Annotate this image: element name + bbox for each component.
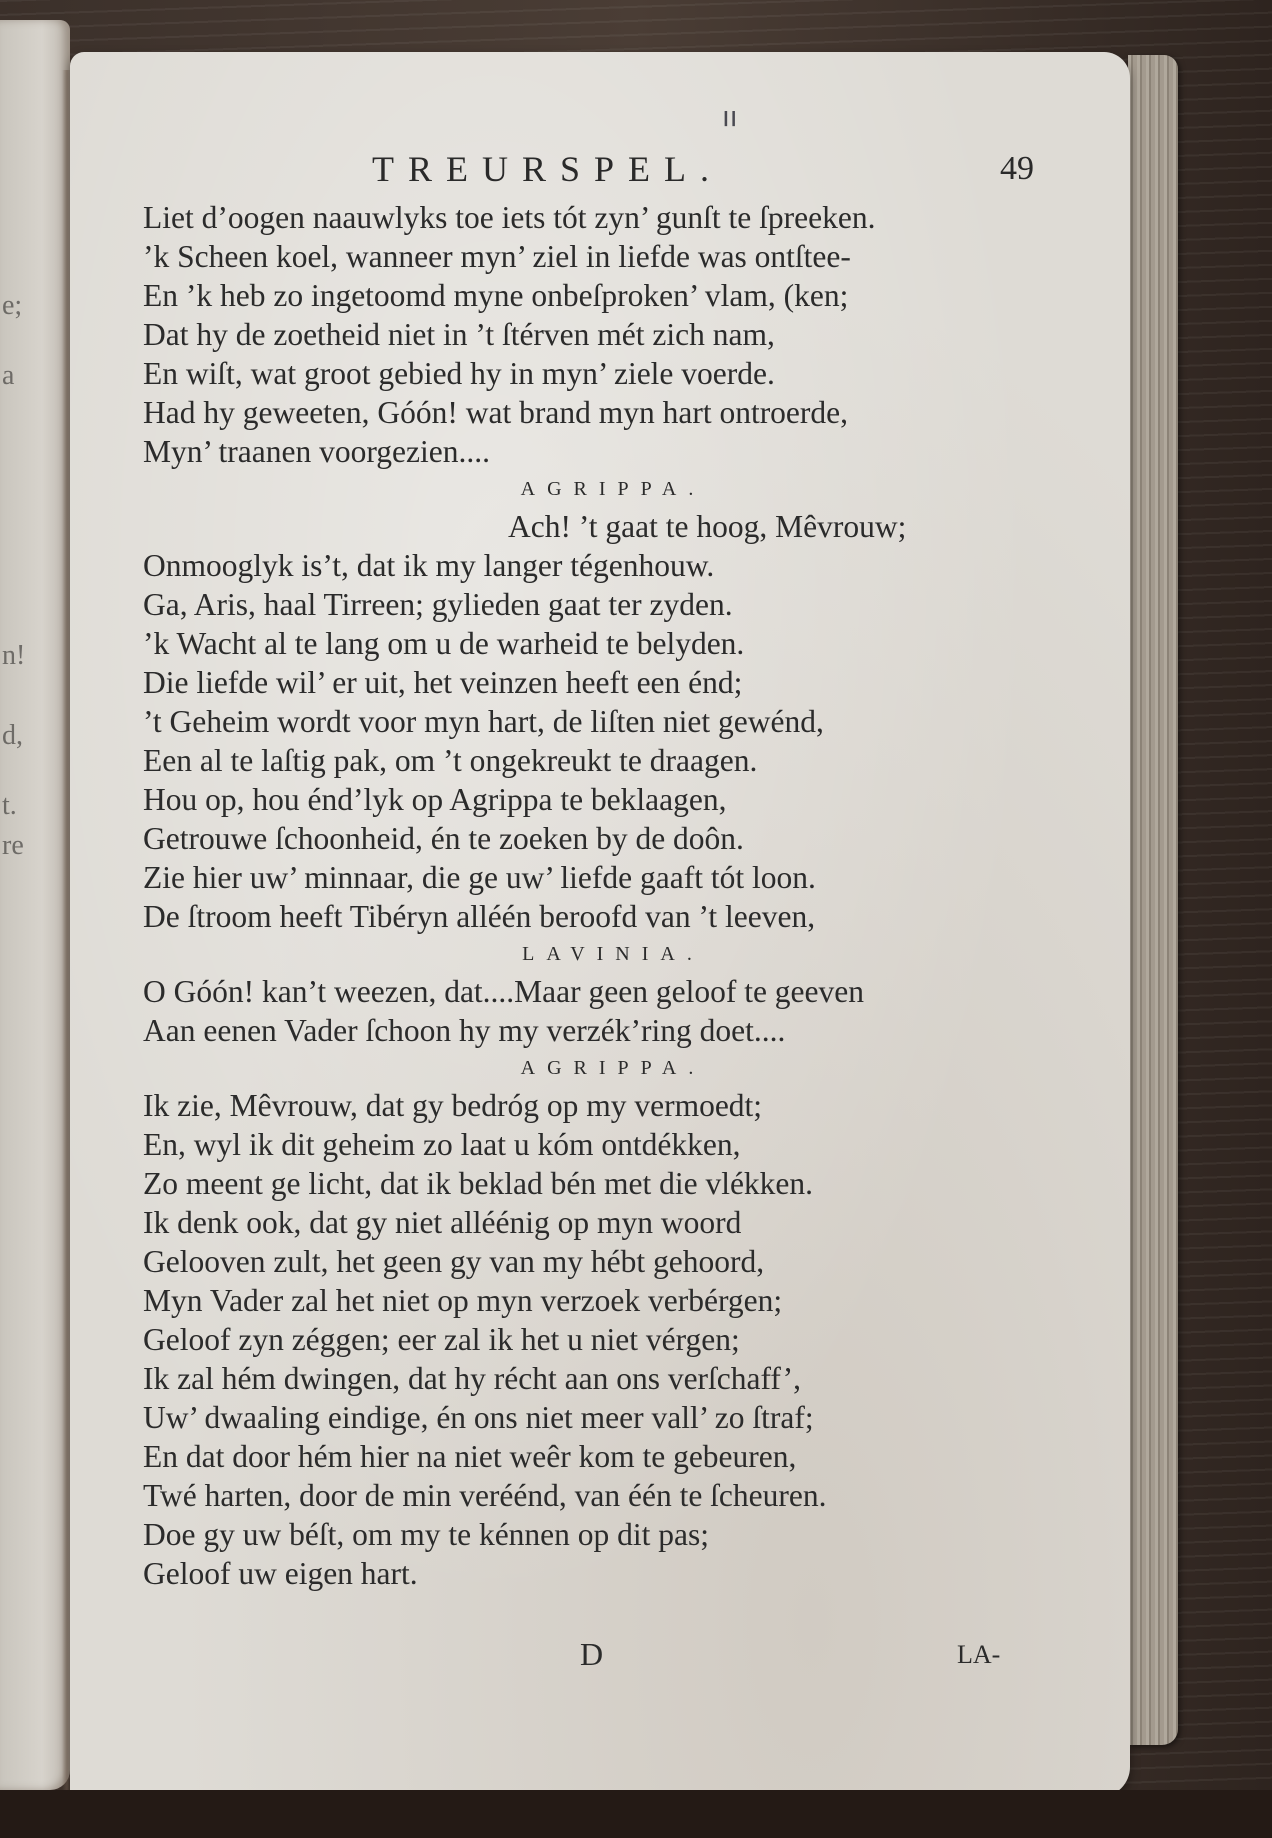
pencil-annotation: ıı	[722, 100, 738, 133]
page-number: 49	[1000, 150, 1034, 187]
verse-line: Ik zal hém dwingen, dat hy récht aan ons verſchaff’,	[143, 1361, 802, 1396]
margin-fragment: t.	[2, 790, 17, 821]
table-surface	[0, 1790, 1272, 1838]
verse-line: Aan eenen Vader ſchoon hy my verzék’ring doet....	[143, 1013, 786, 1048]
verse-line: En, wyl ik dit geheim zo laat u kóm ontdékken,	[143, 1127, 741, 1162]
margin-fragment: n!	[2, 640, 26, 671]
verse-line: En wiſt, wat groot gebied hy in myn’ ziele voerde.	[143, 356, 775, 391]
verse-line: En ’k heb zo ingetoomd myne onbeſproken’ vlam, (ken;	[143, 278, 849, 313]
verse-line: ’k Scheen koel, wanneer myn’ ziel in liefde was ontſtee-	[143, 239, 851, 274]
margin-fragment: a	[2, 360, 15, 391]
verse-line: Ik zie, Mêvrouw, dat gy bedróg op my vermoedt;	[143, 1088, 763, 1123]
verse-line: O Góón! kan’t weezen, dat....Maar geen geloof te geeven	[143, 974, 864, 1009]
verse-line: De ſtroom heeft Tibéryn alléén beroofd van ’t leeven,	[143, 899, 816, 934]
facing-left-page	[0, 20, 70, 1790]
verse-line: Een al te laſtig pak, om ’t ongekreukt te draagen.	[143, 743, 758, 778]
verse-line: Gelooven zult, het geen gy van my hébt gehoord,	[143, 1244, 765, 1279]
verse-line: Ach! ’t gaat te hoog, Mêvrouw;	[508, 509, 907, 544]
verse-line: Getrouwe ſchoonheid, én te zoeken by de doôn.	[143, 821, 744, 856]
verse-line: Myn’ traanen voorgezien....	[143, 434, 490, 469]
verse-line: Had hy geweeten, Góón! wat brand myn hart ontroerde,	[143, 395, 849, 430]
verse-line: Geloof zyn zéggen; eer zal ik het u niet vérgen;	[143, 1322, 740, 1357]
margin-fragment: e;	[2, 290, 23, 321]
verse-line: Liet d’oogen naauwlyks toe iets tót zyn’ gunſt te ſpreeken.	[143, 200, 876, 235]
page-edges	[1128, 55, 1178, 1745]
margin-fragment: d,	[2, 720, 23, 751]
verse-line: Geloof uw eigen hart.	[143, 1556, 418, 1591]
speaker-name: AGRIPPA.	[520, 1057, 706, 1079]
verse-line: Onmooglyk is’t, dat ik my langer tégenhouw.	[143, 548, 715, 583]
verse-line: Twé harten, door de min veréénd, van één te ſcheuren.	[143, 1478, 827, 1513]
verse-line: Zie hier uw’ minnaar, die ge uw’ liefde gaaft tót loon.	[143, 860, 816, 895]
speaker-name: LAVINIA.	[522, 943, 704, 965]
verse-line: Ik denk ook, dat gy niet alléénig op myn woord	[143, 1205, 742, 1240]
verse-line: Dat hy de zoetheid niet in ’t ſtérven mét zich nam,	[143, 317, 775, 352]
running-head: TREURSPEL.	[372, 149, 724, 189]
verse-line: Myn Vader zal het niet op myn verzoek verbérgen;	[143, 1283, 783, 1318]
verse-line: Hou op, hou énd’lyk op Agrippa te beklaagen,	[143, 782, 727, 817]
verse-line: ’k Wacht al te lang om u de warheid te belyden.	[143, 626, 745, 661]
verse-text-block	[143, 198, 1043, 1593]
catchword: LA-	[957, 1640, 1001, 1669]
verse-line: Die liefde wil’ er uit, het veinzen heeft een énd;	[143, 665, 743, 700]
signature-mark: D	[580, 1636, 604, 1672]
speaker-name: AGRIPPA.	[520, 478, 706, 500]
verse-line: Uw’ dwaaling eindige, én ons niet meer vall’ zo ſtraf;	[143, 1400, 814, 1435]
verse-line: Ga, Aris, haal Tirreen; gylieden gaat ter zyden.	[143, 587, 733, 622]
verse-line: Doe gy uw béſt, om my te kénnen op dit pas;	[143, 1517, 710, 1552]
verse-line: En dat door hém hier na niet weêr kom te gebeuren,	[143, 1439, 797, 1474]
verse-line: Zo meent ge licht, dat ik beklad bén met die vlékken.	[143, 1166, 814, 1201]
margin-fragment: re	[2, 830, 24, 861]
verse-line: ’t Geheim wordt voor myn hart, de liſten niet gewénd,	[143, 704, 824, 739]
